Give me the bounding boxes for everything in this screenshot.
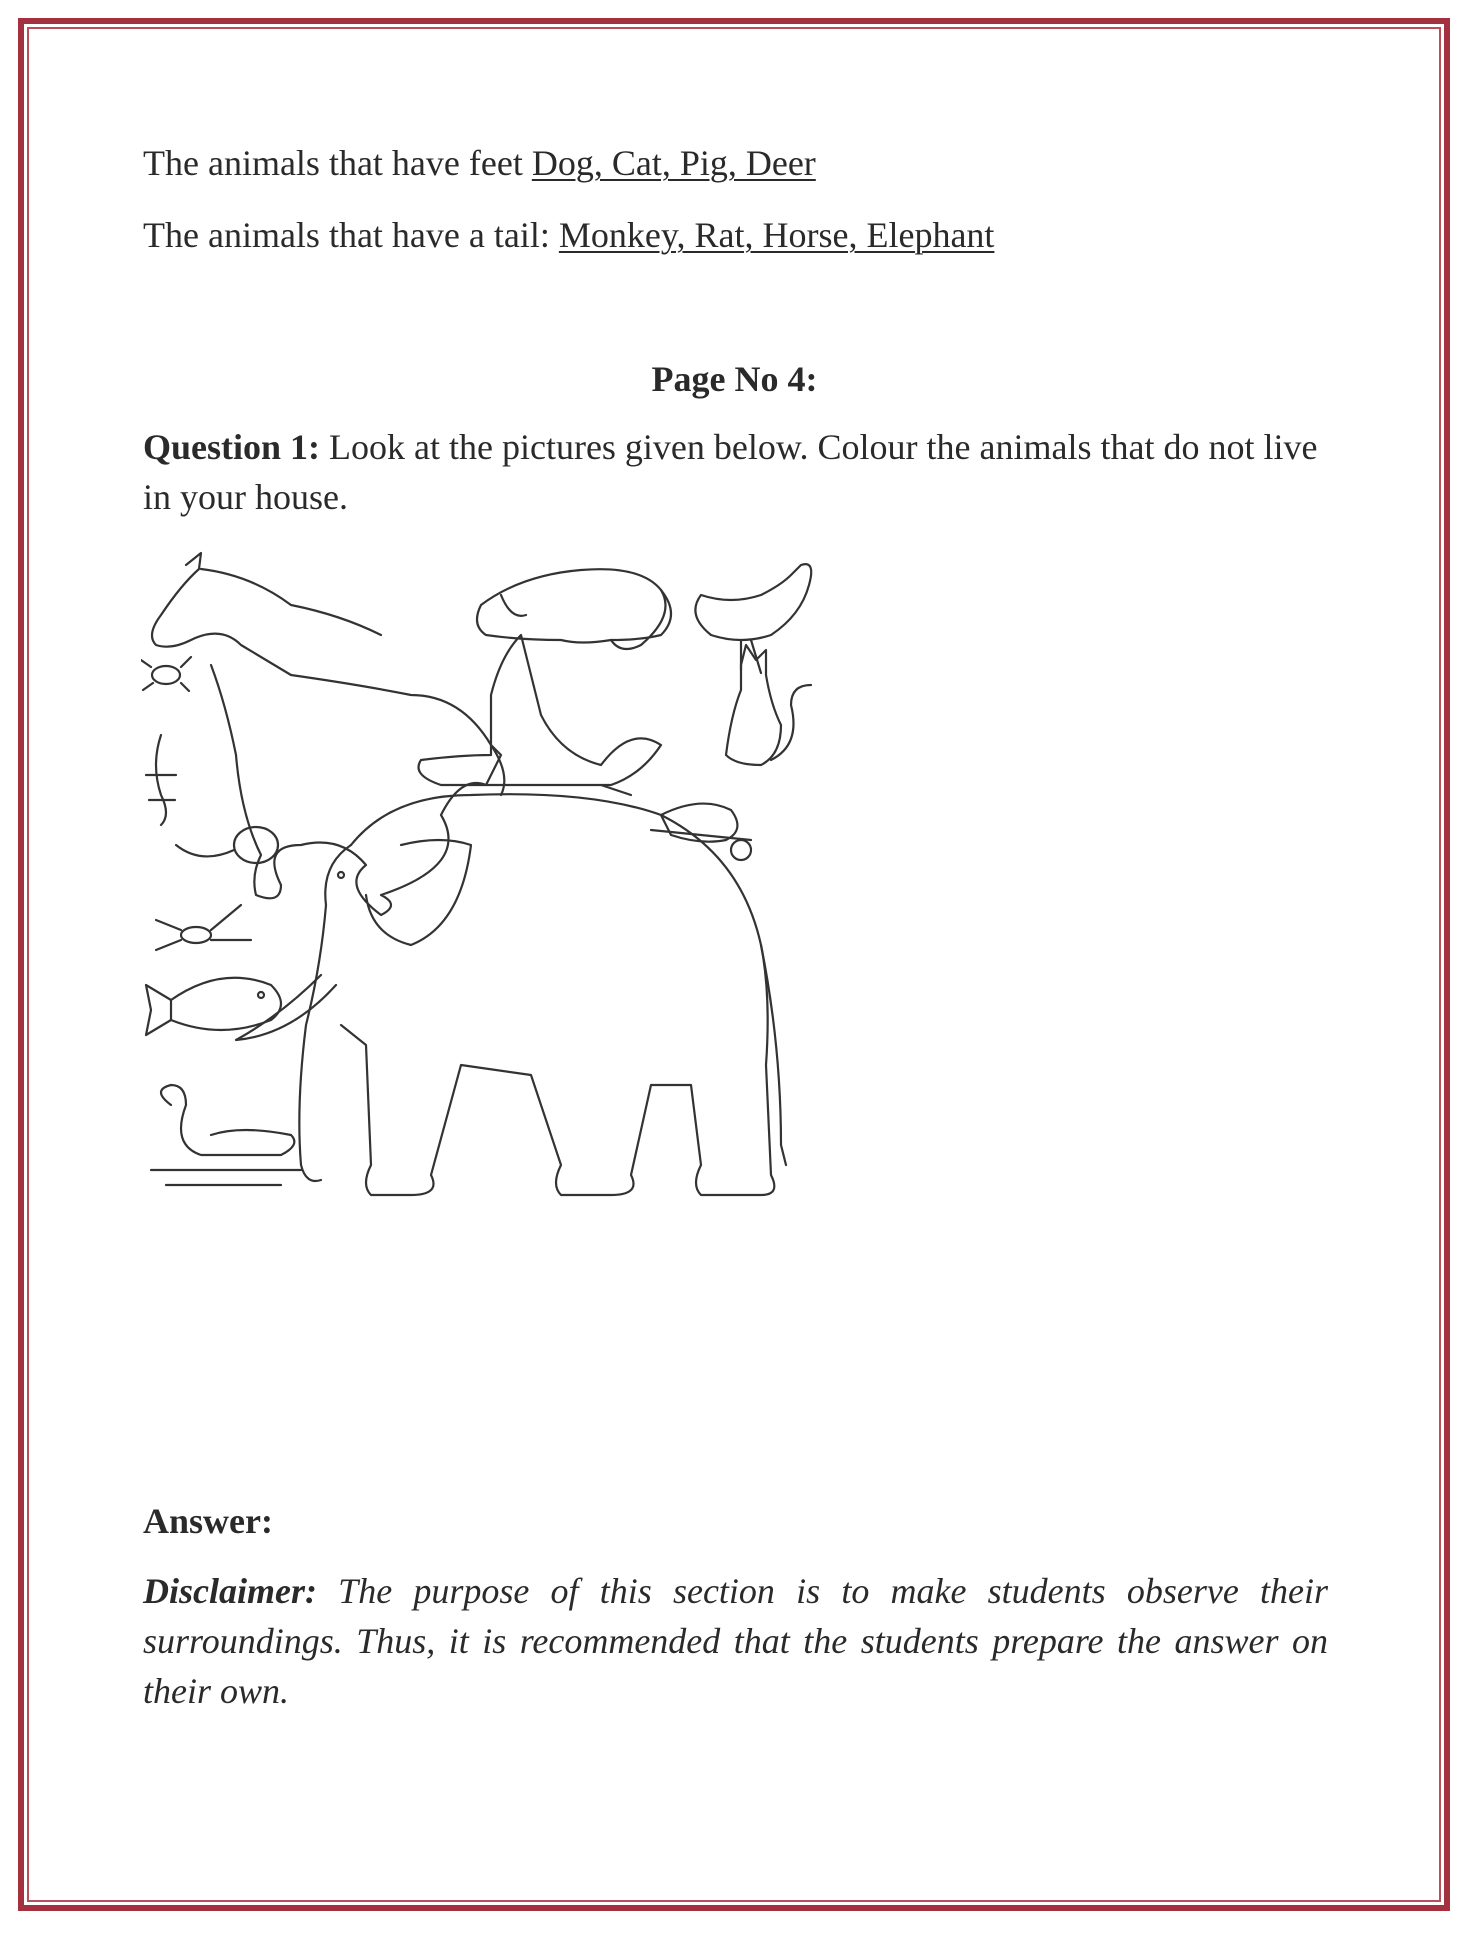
disclaimer [143,1566,1328,1716]
spider-drawing [156,905,251,950]
question-label: Question 1: [143,427,321,467]
disclaimer-label: Disclaimer: [143,1571,317,1611]
chameleon-drawing [651,804,751,860]
tail-label: The animals that have a tail: [143,215,559,255]
tail-answer: Monkey, Rat, Horse, Elephant [558,215,995,255]
feet-label: The animals that have feet [143,143,532,183]
cat-drawing [726,645,811,765]
fish-drawing [146,978,281,1035]
answer-label: Answer: [143,1501,273,1541]
feet-answer: Dog, Cat, Pig, Deer [531,143,816,183]
page-heading: Page No 4: [651,359,818,399]
animals-illustration [141,545,967,1469]
horse-drawing [152,553,504,915]
lizard-drawing [146,735,176,825]
question-text: Look at the pictures given below. Colour the animals that do not live in your house. [143,427,1318,517]
disclaimer-text: The purpose of this section is to make students observe their surroundings. Thus, it is recommended that the students prepare the answer on their own. [143,1571,1328,1711]
tail-line [143,217,994,253]
beetle-drawing [141,657,191,691]
elephant-drawing [236,794,786,1195]
eagle-drawing [419,635,662,795]
rat-drawing [176,827,278,863]
dog-drawing [477,569,671,649]
feet-line [143,145,816,181]
question [143,422,1328,522]
duck-drawing [151,1085,301,1185]
